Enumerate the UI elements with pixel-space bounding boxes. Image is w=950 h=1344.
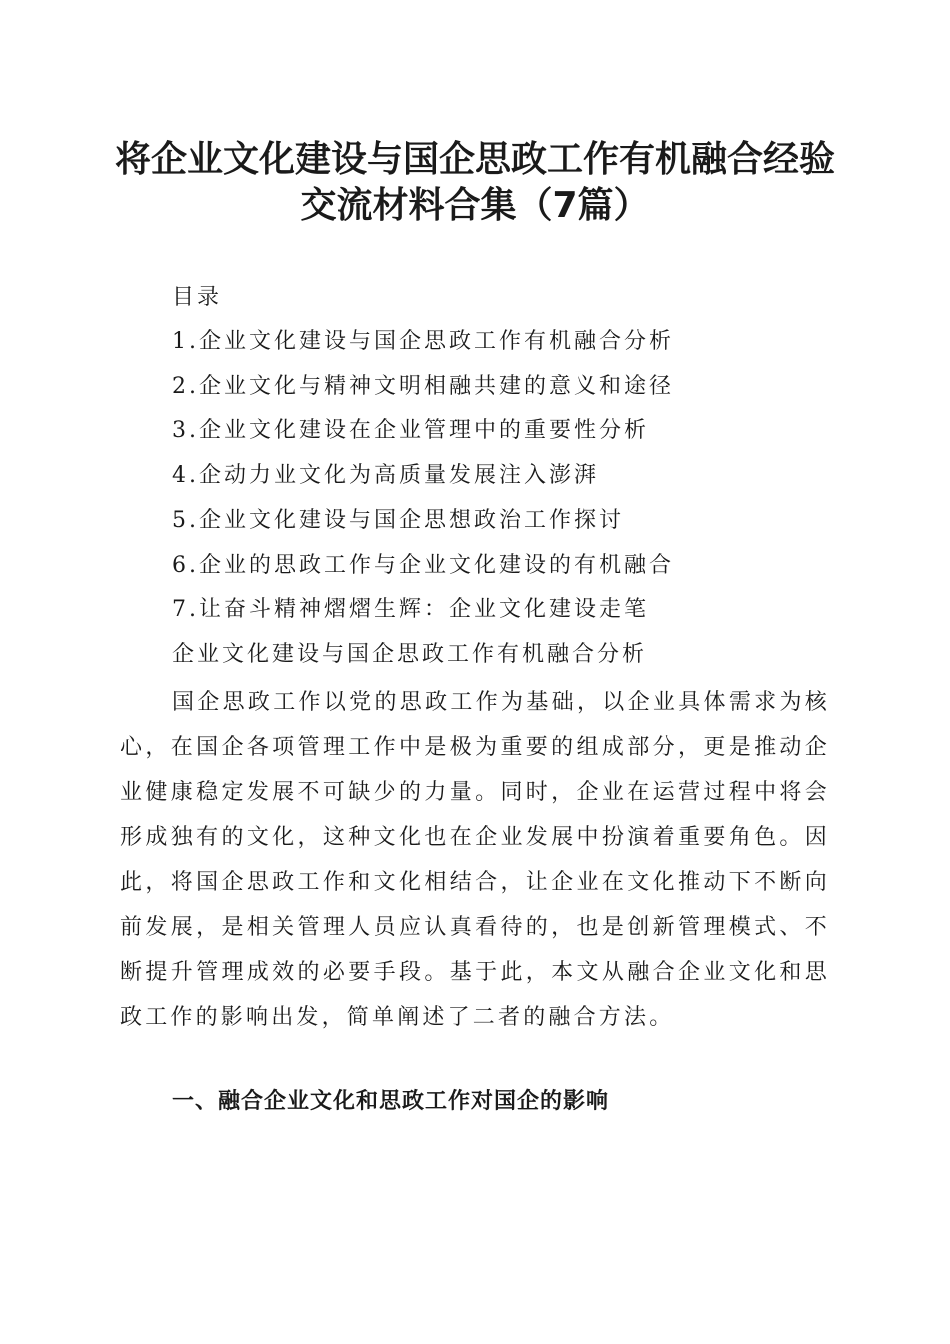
document-title-line-2: 交流材料合集（7篇） [300,185,650,226]
toc-item[interactable]: 6.企业的思政工作与企业文化建设的有机融合 [172,553,674,578]
toc-item[interactable]: 3.企业文化建设在企业管理中的重要性分析 [172,418,649,443]
section-heading: 一、融合企业文化和思政工作对国企的影响 [172,1089,610,1114]
toc-item[interactable]: 2.企业文化与精神文明相融共建的意义和途径 [172,374,674,399]
toc-item[interactable]: 1.企业文化建设与国企思政工作有机融合分析 [172,329,674,354]
toc-item[interactable]: 4.企动力业文化为高质量发展注入澎湃 [172,463,599,488]
article-title: 企业文化建设与国企思政工作有机融合分析 [172,642,648,667]
toc-item[interactable]: 5.企业文化建设与国企思想政治工作探讨 [172,508,624,533]
body-paragraph: 国企思政工作以党的思政工作为基础，以企业具体需求为核心，在国企各项管理工作中是极为重要的组成部分，更是推动企业健康稳定发展不可缺少的力量。同时，企业在运营过程中将会形成独有的文化，这种文化也在企业发展中扮演着重要角色。因此，将国企思政工作和文化相结合，让企业在文化推动下不断向前发展，是相关管理人员应认真看待的，也是创新管理模式、不断提升管理成效的必要手段。基于此，本文从融合企业文化和思政工作的影响出发，简单阐述了二者的融合方法。 [120,690,830,1030]
document-title-line-1: 将企业文化建设与国企思政工作有机融合经验 [114,139,835,180]
toc-item[interactable]: 7.让奋斗精神熠熠生辉：企业文化建设走笔 [172,597,649,622]
toc-heading: 目录 [172,285,223,310]
